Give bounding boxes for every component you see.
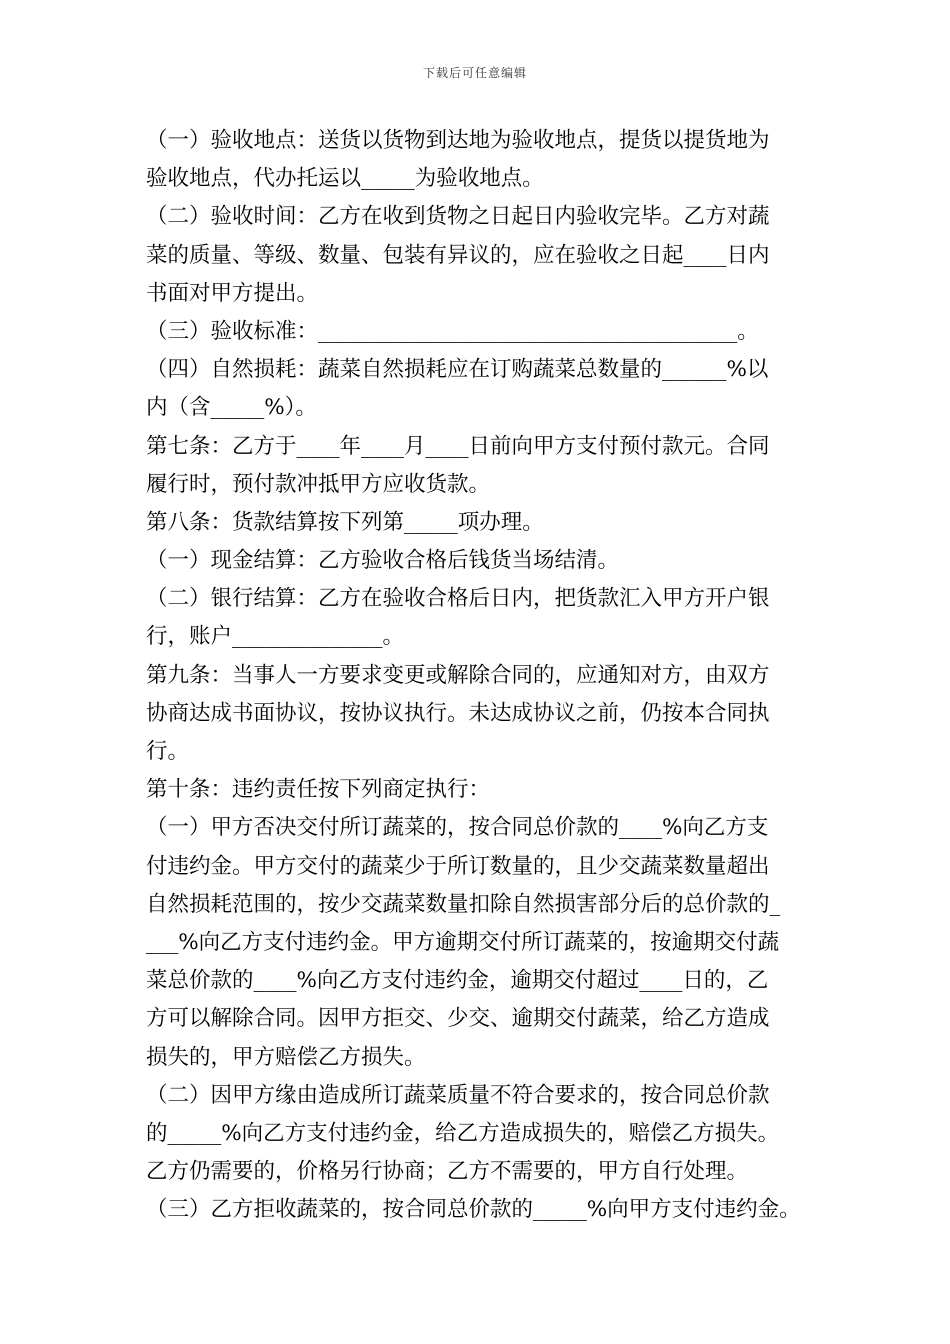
text-line: 协商达成书面协议，按协议执行。未达成协议之前，仍按本合同执 xyxy=(146,700,770,726)
text-line: 第九条：当事人一方要求变更或解除合同的，应通知对方，由双方 xyxy=(146,662,770,688)
text-line: 第八条：货款结算按下列第_____项办理。 xyxy=(146,509,544,535)
text-line: （二）银行结算：乙方在验收合格后日内，把货款汇入甲方开户银 xyxy=(146,586,770,612)
text-line: （四）自然损耗：蔬菜自然损耗应在订购蔬菜总数量的______%以 xyxy=(146,357,769,383)
text-line: 菜的质量、等级、数量、包装有异议的，应在验收之日起____日内 xyxy=(146,242,770,268)
text-line: 第七条：乙方于____年____月____日前向甲方支付预付款元。合同 xyxy=(146,433,770,459)
text-line: 损失的，甲方赔偿乙方损失。 xyxy=(146,1044,426,1070)
text-line: 行，账户______________。 xyxy=(146,624,405,650)
document-body xyxy=(146,122,836,1229)
text-line: （二）因甲方缘由造成所订蔬菜质量不符合要求的，按合同总价款 xyxy=(146,1082,770,1108)
text-line: ___%向乙方支付违约金。甲方逾期交付所订蔬菜的，按逾期交付蔬 xyxy=(146,929,780,955)
text-line: 内（含_____%）。 xyxy=(146,395,317,421)
text-line: （一）现金结算：乙方验收合格后钱货当场结清。 xyxy=(146,548,620,574)
page-header: 下载后可任意编辑 xyxy=(422,66,527,80)
text-line: 的_____%向乙方支付违约金，给乙方造成损失的，赔偿乙方损失。 xyxy=(146,1120,780,1146)
text-line: （三）验收标准：_______________________________________。 xyxy=(146,318,759,344)
text-line: 第十条：违约责任按下列商定执行： xyxy=(146,777,491,803)
text-line: 书面对甲方提出。 xyxy=(146,280,319,306)
text-line: 验收地点，代办托运以_____为验收地点。 xyxy=(146,166,544,192)
text-line: 乙方仍需要的，价格另行协商；乙方不需要的，甲方自行处理。 xyxy=(146,1159,749,1185)
text-line: 履行时，预付款冲抵甲方应收货款。 xyxy=(146,471,491,497)
text-line: （三）乙方拒收蔬菜的，按合同总价款的_____%向甲方支付违约金。 xyxy=(146,1197,801,1223)
text-line: 菜总价款的____%向乙方支付违约金，逾期交付超过____日的，乙 xyxy=(146,968,769,994)
text-line: 方可以解除合同。因甲方拒交、少交、逾期交付蔬菜，给乙方造成 xyxy=(146,1006,770,1032)
text-line: （一）验收地点：送货以货物到达地为验收地点，提货以提货地为 xyxy=(146,128,770,153)
text-line: （二）验收时间：乙方在收到货物之日起日内验收完毕。乙方对蔬 xyxy=(146,204,770,230)
text-line: （一）甲方否决交付所订蔬菜的，按合同总价款的____%向乙方支 xyxy=(146,815,769,841)
text-line: 行。 xyxy=(146,739,190,764)
text-line: 自然损耗范围的，按少交蔬菜数量扣除自然损害部分后的总价款的_ xyxy=(146,891,781,917)
text-line: 付违约金。甲方交付的蔬菜少于所订数量的，且少交蔬菜数量超出 xyxy=(146,853,770,879)
